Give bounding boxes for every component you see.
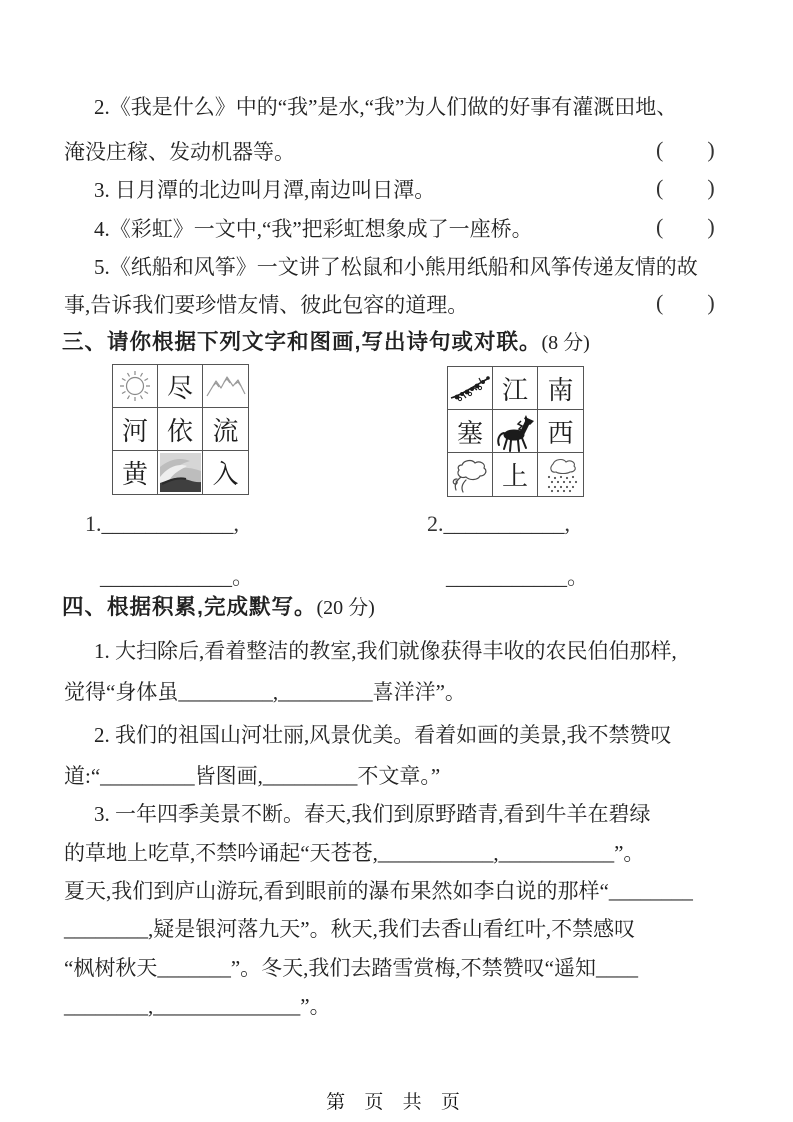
section-three-heading [62,329,590,357]
answer-1-first-blank: 1.____________, [85,511,239,536]
answer-2-first-blank: 2.___________, [427,511,570,536]
grid-cell-char: 入 [212,460,239,489]
judgment-4-answer-brackets: ( ) [656,214,715,239]
grid-cell-char: 尽 [158,365,203,408]
grid-cell-char: 南 [538,367,583,410]
poem-grid-left [112,364,249,495]
grid-cell [448,453,493,496]
grid-cell [448,367,493,410]
dictation-3-line-6: ________,______________”。 [64,994,331,1018]
answer-1-second-blank: ____________。 [100,564,255,589]
page-footer: 第 页 共 页 [326,1092,467,1113]
grid-cell-char: 江 [493,367,538,410]
dictation-3-line-1: 3. 一年四季美景不断。春天,我们到原野踏青,看到牛羊在碧绿 [94,802,651,826]
poem-grid-right [447,366,584,497]
sea-wave-photo-icon [158,451,202,494]
dictation-3-line-4: ________,疑是银河落九天”。秋天,我们去香山看红叶,不禁感叹 [64,917,636,941]
judgment-3-answer-brackets: ( ) [656,175,715,200]
rain-cloud-icon [538,453,583,496]
section-four-title: 四、根据积累,完成默写。 [62,595,317,619]
grid-cell [493,410,538,453]
grid-cell [158,451,203,494]
judgment-4-line-1: 4.《彩虹》一文中,“我”把彩虹想象成了一座桥。 [94,217,533,241]
dictation-3-line-5: “枫树秋天_______”。冬天,我们去踏雪赏梅,不禁赞叹“遥知____ [64,956,638,980]
dictation-3-line-3: 夏天,我们到庐山游玩,看到眼前的瀑布果然如李白说的那样“________ [64,879,693,903]
wind-cloud-icon [448,453,492,496]
grid-cell-char: 流 [203,408,248,451]
grid-cell [113,365,158,408]
grid-cell-char: 依 [158,408,203,451]
grid-cell-char: 西 [538,410,583,453]
dictation-2-line-1: 2. 我们的祖国山河壮丽,风景优美。看着如画的美景,我不禁赞叹 [94,723,672,747]
grid-cell-char: 塞 [448,410,493,453]
grid-cell [538,453,583,496]
grid-cell-char: 河 [113,408,158,451]
section-four-score: (20 分) [316,597,375,619]
judgment-5-line-2: 事,告诉我们要珍惜友情、彼此包容的道理。 [64,293,469,317]
dictation-2-line-2: 道:“_________皆图画,_________不文章。” [64,764,441,788]
section-three-score: (8 分) [541,332,590,354]
section-four-heading [62,594,375,622]
plum-branch-icon [448,367,492,409]
grid-cell-char: 黄 [113,451,158,494]
dictation-1-line-1: 1. 大扫除后,看着整洁的教室,我们就像获得丰收的农民伯伯那样, [94,639,677,663]
dictation-1-line-2: 觉得“身体虽_________,_________喜洋洋”。 [64,680,466,704]
horse-icon [493,410,537,452]
mountains-icon [203,365,248,407]
judgment-2-answer-brackets: ( ) [656,137,715,162]
sun-icon [113,365,157,407]
grid-cell-char: 上 [493,453,538,496]
answer-2-second-blank: ___________。 [446,564,590,589]
dictation-3-line-2: 的草地上吃草,不禁吟诵起“天苍苍,___________,___________”。 [64,841,645,865]
section-three-title: 三、请你根据下列文字和图画,写出诗句或对联。 [62,330,542,354]
judgment-5-line-1: 5.《纸船和风筝》一文讲了松鼠和小熊用纸船和风筝传递友情的故 [94,255,698,279]
judgment-3-line-1: 3. 日月潭的北边叫月潭,南边叫日潭。 [94,178,436,202]
judgment-2-line-2: 淹没庄稼、发动机器等。 [64,140,295,164]
grid-cell [203,365,248,408]
judgment-5-answer-brackets: ( ) [656,290,715,315]
judgment-2-line-1: 2.《我是什么》中的“我”是水,“我”为人们做的好事有灌溉田地、 [94,95,678,119]
